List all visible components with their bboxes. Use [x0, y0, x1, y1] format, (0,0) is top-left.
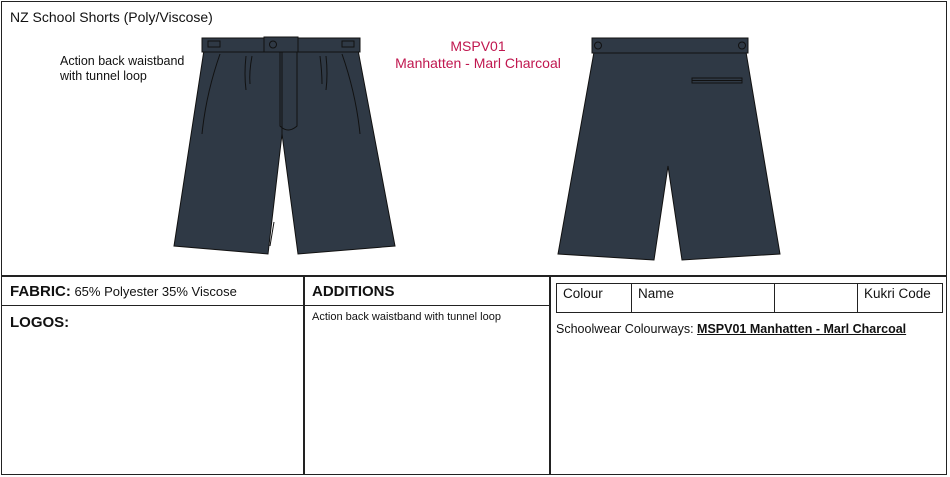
callout-line-2: with tunnel loop: [60, 69, 147, 83]
name-header: Name: [632, 284, 775, 313]
additions-value: Action back waistband with tunnel loop: [312, 311, 501, 323]
sheet-title: NZ School Shorts (Poly/Viscose): [10, 9, 213, 25]
colour-table: [556, 283, 943, 313]
colour-table-header-row: [557, 284, 943, 313]
shorts-back-icon: [556, 34, 788, 266]
colourways-value: MSPV01 Manhatten - Marl Charcoal: [697, 322, 907, 336]
callout-line-1: Action back waistband: [60, 54, 185, 68]
product-name: Manhatten - Marl Charcoal: [395, 55, 561, 71]
additions-label: ADDITIONS: [312, 283, 395, 300]
divider-horizontal-main: [1, 275, 947, 277]
logos-label: LOGOS:: [10, 314, 70, 331]
divider-fabric-row: [1, 305, 549, 306]
divider-vertical-right: [549, 275, 551, 475]
product-code: MSPV01: [450, 38, 506, 54]
shorts-front-icon: [170, 34, 410, 266]
colourways-line: [556, 322, 906, 336]
blank-header: [775, 284, 858, 313]
fabric-spec: [10, 283, 237, 300]
colourways-label: Schoolwear Colourways:: [556, 322, 694, 336]
fabric-label: FABRIC:: [10, 283, 71, 300]
kukri-code-header: Kukri Code: [858, 284, 943, 313]
fabric-value: 65% Polyester 35% Viscose: [74, 284, 237, 299]
colour-header: Colour: [557, 284, 632, 313]
